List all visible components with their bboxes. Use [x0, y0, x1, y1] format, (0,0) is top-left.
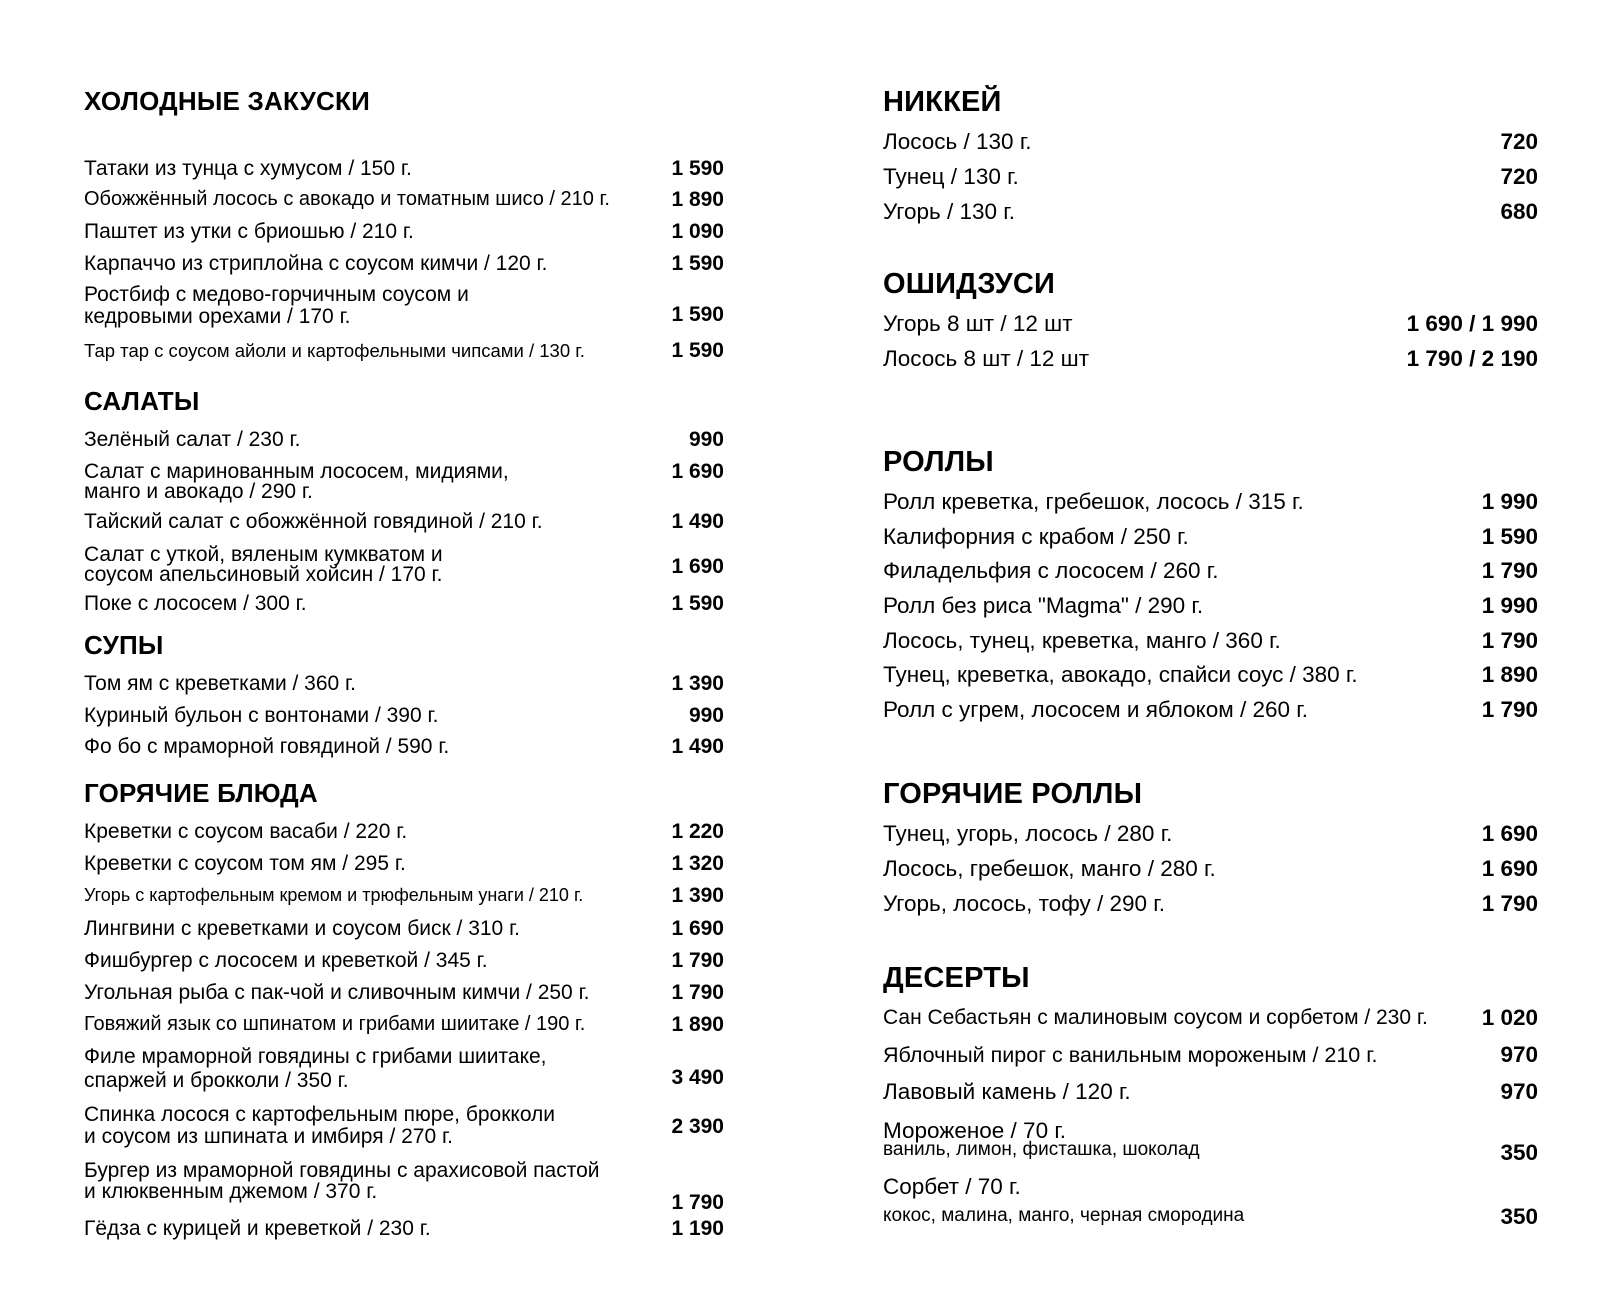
section-title: СУПЫ: [84, 630, 164, 660]
menu-item: [883, 664, 1538, 694]
item-price: 1 320: [671, 852, 724, 875]
section-title: ОШИДЗУСИ: [883, 268, 1056, 300]
menu-item: [84, 853, 724, 883]
section-title: РОЛЛЫ: [883, 446, 994, 478]
item-price: 1 790: [1481, 558, 1538, 583]
item-name-line2: и соусом из шпината и имбиря / 270 г.: [84, 1125, 453, 1148]
menu-item: [883, 491, 1538, 521]
item-price: 1 020: [1481, 1005, 1538, 1030]
section-title: САЛАТЫ: [84, 386, 200, 416]
menu-item: [84, 918, 724, 948]
item-name: Спинка лосося с картофельным пюре, брокколи: [84, 1103, 556, 1126]
item-name: Бургер из мраморной говядины с арахисовой пастой: [84, 1159, 600, 1182]
item-name: Ролл креветка, гребешок, лосось / 315 г.: [883, 489, 1304, 514]
section-title: ДЕСЕРТЫ: [883, 962, 1030, 994]
item-price: 720: [1500, 164, 1538, 189]
item-price: 1 220: [671, 820, 724, 843]
item-price: 1 790: [1481, 628, 1538, 653]
item-price: 1 790: [671, 1191, 724, 1214]
menu-item: [883, 560, 1538, 590]
item-name: Говяжий язык со шпинатом и грибами шиитаке / 190 г.: [84, 1013, 586, 1035]
item-name: Ростбиф с медово-горчичным соусом и: [84, 283, 469, 306]
item-name: Калифорния с крабом / 250 г.: [883, 524, 1189, 549]
menu-item: [883, 1044, 1538, 1074]
item-name: Угорь / 130 г.: [883, 199, 1016, 224]
menu-item: [883, 1081, 1538, 1111]
item-name: Креветки с соусом том ям / 295 г.: [84, 852, 406, 875]
item-name: Лосось / 130 г.: [883, 129, 1032, 154]
item-price: 970: [1500, 1079, 1538, 1104]
item-price: 350: [1500, 1140, 1538, 1165]
item-price: 1 590: [671, 592, 724, 615]
item-name: Сорбет / 70 г.: [883, 1174, 1021, 1199]
item-price: 1 590: [671, 157, 724, 180]
item-price: 970: [1500, 1042, 1538, 1067]
item-description: кокос, малина, манго, черная смородина: [883, 1205, 1245, 1226]
item-name: Том ям с креветками / 360 г.: [84, 672, 356, 695]
menu-item: [84, 1104, 724, 1154]
item-name: Обожжённый лосось с авокадо и томатным шисо / 210 г.: [84, 188, 610, 210]
item-name: Угольная рыба с пак-чой и сливочным кимчи / 250 г.: [84, 981, 590, 1004]
item-name-line2: спаржей и брокколи / 350 г.: [84, 1069, 349, 1092]
item-name: Салат с маринованным лососем, мидиями,: [84, 460, 509, 483]
menu-item: [84, 950, 724, 980]
item-price: 1 690: [1481, 856, 1538, 881]
section-title: НИККЕЙ: [883, 86, 1002, 118]
item-name: Ролл с угрем, лососем и яблоком / 260 г.: [883, 697, 1309, 722]
menu-item: [883, 166, 1538, 196]
item-price: 680: [1500, 199, 1538, 224]
item-name: Филадельфия с лососем / 260 г.: [883, 558, 1219, 583]
item-price: 1 790: [671, 949, 724, 972]
menu-item: [84, 736, 724, 766]
menu-item: [883, 313, 1538, 343]
menu-item: [84, 673, 724, 703]
item-name: Паштет из утки с бриошью / 210 г.: [84, 220, 414, 243]
menu-item: [883, 1174, 1538, 1229]
item-name: Мороженое / 70 г.: [883, 1118, 1067, 1143]
menu-item: [84, 1046, 724, 1096]
item-price: 990: [688, 704, 724, 727]
item-name: Фо бо с мраморной говядиной / 590 г.: [84, 735, 450, 758]
item-name-line2: манго и авокадо / 290 г.: [84, 480, 313, 503]
item-price: 1 690: [671, 917, 724, 940]
menu-item: [84, 189, 724, 219]
item-name: Карпаччо из стриплойна с соусом кимчи / 120 г.: [84, 252, 548, 275]
item-name: Тайский салат с обожжённой говядиной / 210 г.: [84, 510, 543, 533]
menu-item: [883, 131, 1538, 161]
menu-item: [84, 461, 724, 505]
menu-item: [883, 1007, 1538, 1037]
item-name: Угорь с картофельным кремом и трюфельным унаги / 210 г.: [84, 885, 584, 905]
menu-item: [84, 885, 724, 915]
item-price: 1 390: [671, 672, 724, 695]
item-price: 1 990: [1481, 593, 1538, 618]
menu-item: [883, 201, 1538, 231]
menu-item: [883, 823, 1538, 853]
item-price: 3 490: [671, 1066, 724, 1089]
item-price: 1 590: [671, 339, 724, 362]
item-name: Лосось 8 шт / 12 шт: [883, 346, 1090, 371]
item-name-line2: кедровыми орехами / 170 г.: [84, 305, 351, 328]
menu-item: [883, 1120, 1538, 1168]
menu-item: [84, 1159, 724, 1214]
menu-item: [84, 253, 724, 283]
section-title: ХОЛОДНЫЕ ЗАКУСКИ: [84, 86, 370, 116]
item-price: 1 790 / 2 190: [1406, 346, 1538, 371]
item-name: Тунец, угорь, лосось / 280 г.: [883, 821, 1173, 846]
item-name: Тунец / 130 г.: [883, 164, 1019, 189]
item-price: 1 590: [1481, 524, 1538, 549]
item-price: 1 390: [671, 884, 724, 907]
item-price: 1 690: [671, 555, 724, 578]
item-price: 1 490: [671, 735, 724, 758]
menu-item: [84, 284, 724, 332]
item-name: Гёдза с курицей и креветкой / 230 г.: [84, 1217, 431, 1240]
item-name-line2: и клюквенным джемом / 370 г.: [84, 1180, 378, 1203]
item-price: 2 390: [671, 1115, 724, 1138]
menu-item: [883, 699, 1538, 729]
item-description: ваниль, лимон, фисташка, шоколад: [883, 1139, 1200, 1160]
item-price: 720: [1500, 129, 1538, 154]
item-name: Сан Себастьян с малиновым соусом и сорбетом / 230 г.: [883, 1006, 1428, 1029]
menu-item: [84, 429, 724, 459]
item-name: Поке с лососем / 300 г.: [84, 592, 307, 615]
menu-item: [84, 511, 724, 541]
item-price: 1 090: [671, 220, 724, 243]
item-name: Лавовый камень / 120 г.: [883, 1079, 1131, 1104]
menu-item: [883, 595, 1538, 625]
menu-item: [84, 1014, 724, 1044]
item-price: 1 990: [1481, 489, 1538, 514]
item-name: Тар тар с соусом айоли и картофельными чипсами / 130 г.: [84, 340, 585, 361]
item-price: 1 890: [671, 188, 724, 211]
item-name: Лосось, гребешок, манго / 280 г.: [883, 856, 1216, 881]
menu-item: [84, 982, 724, 1012]
menu-item: [84, 158, 724, 188]
item-name-line2: соусом апельсиновый хойсин / 170 г.: [84, 563, 443, 586]
item-price: 1 690: [1481, 821, 1538, 846]
item-price: 1 890: [671, 1013, 724, 1036]
section-title: ГОРЯЧИЕ БЛЮДА: [84, 778, 318, 808]
menu-item: [883, 893, 1538, 923]
item-price: 1 690: [671, 460, 724, 483]
menu-item: [84, 821, 724, 851]
menu-item: [883, 630, 1538, 660]
item-price: 1 590: [671, 252, 724, 275]
menu-item: [883, 858, 1538, 888]
item-name: Зелёный салат / 230 г.: [84, 428, 301, 451]
item-name: Угорь, лосось, тофу / 290 г.: [883, 891, 1165, 916]
item-name: Яблочный пирог с ванильным мороженым / 210 г.: [883, 1043, 1378, 1067]
item-price: 1 790: [1481, 697, 1538, 722]
item-price: 1 490: [671, 510, 724, 533]
item-price: 350: [1500, 1204, 1538, 1229]
item-name: Салат с уткой, вяленым кумкватом и: [84, 543, 443, 566]
item-price: 1 890: [1481, 662, 1538, 687]
menu-item: [84, 593, 724, 623]
menu-item: [883, 348, 1538, 378]
item-name: Лосось, тунец, креветка, манго / 360 г.: [883, 628, 1281, 653]
menu-item: [84, 705, 724, 735]
menu-item: [84, 1218, 724, 1248]
item-name: Филе мраморной говядины с грибами шиитаке,: [84, 1045, 547, 1068]
menu-item: [883, 526, 1538, 556]
item-name: Угорь 8 шт / 12 шт: [883, 311, 1073, 336]
item-price: 1 190: [671, 1217, 724, 1240]
section-title: ГОРЯЧИЕ РОЛЛЫ: [883, 778, 1143, 810]
menu-item: [84, 221, 724, 251]
item-name: Ролл без риса "Magma" / 290 г.: [883, 593, 1204, 618]
item-name: Куриный бульон с вонтонами / 390 г.: [84, 704, 439, 727]
item-price: 1 590: [671, 303, 724, 326]
item-name: Татаки из тунца с хумусом / 150 г.: [84, 157, 412, 180]
menu-item: [84, 340, 724, 370]
item-price: 1 790: [671, 981, 724, 1004]
item-name: Фишбургер с лососем и креветкой / 345 г.: [84, 949, 488, 972]
menu-item: [84, 544, 724, 588]
item-name: Креветки с соусом васаби / 220 г.: [84, 820, 408, 843]
item-price: 1 690 / 1 990: [1406, 311, 1538, 336]
item-name: Лингвини с креветками и соусом биск / 310 г.: [84, 917, 520, 940]
item-name: Тунец, креветка, авокадо, спайси соус / 380 г.: [883, 662, 1358, 687]
item-price: 990: [688, 428, 724, 451]
item-price: 1 790: [1481, 891, 1538, 916]
